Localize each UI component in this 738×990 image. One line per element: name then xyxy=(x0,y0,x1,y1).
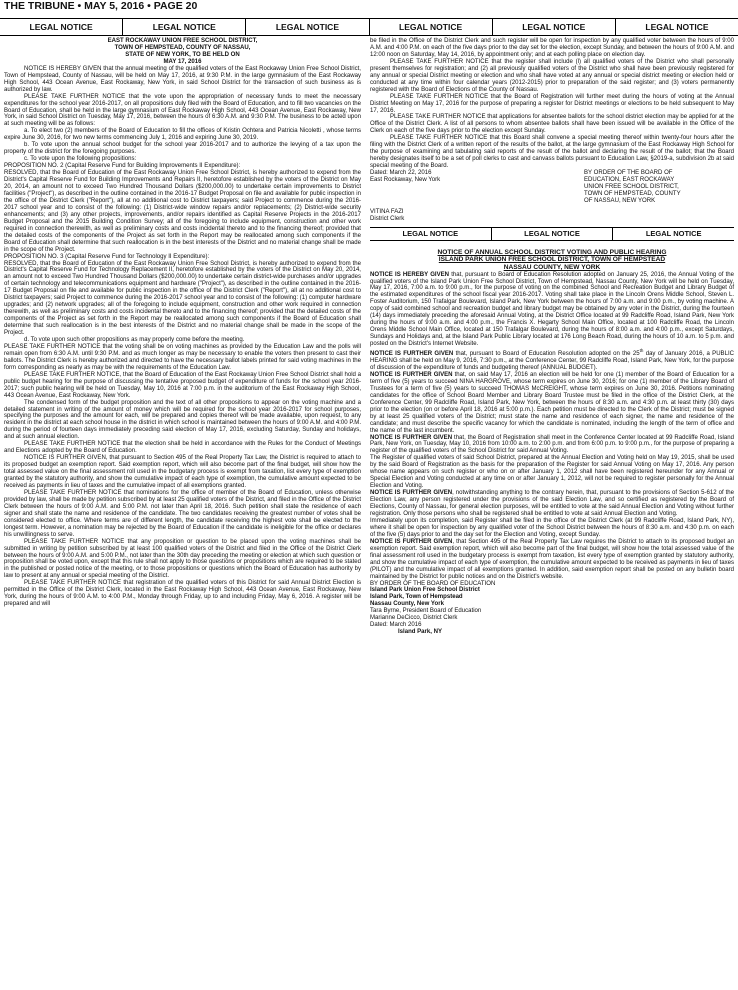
notice-title-line: NOTICE OF ANNUAL SCHOOL DISTRICT VOTING AND PUBLIC HEARING xyxy=(437,248,667,256)
lead-phrase: NOTICE IS FURTHER GIVEN xyxy=(370,371,453,378)
paragraph: NOTICE IS HEREBY GIVEN that the annual meeting of the qualified voters of the East Rockaway Union Free School District, Town of Hempstead, County of Nassau, will be held on May 17, 2016, at 9:30 P.M. in the large gymnasium of the East Rockaway High School, 443 Ocean Avenue, East Rockaway, New York, in said School District for the transaction of such business as is authorized by law. xyxy=(4,65,361,93)
notice-title-line: MAY 17, 2016 xyxy=(163,58,202,65)
lead-phrase: NOTICE IS FURTHER GIVEN xyxy=(370,490,453,497)
place-line: Island Park, NY xyxy=(398,629,443,636)
paragraph-text: , that Section 495 of the Real Property Tax Law requires the District to attach to its proposed budget an exemption report. Said exemption report, which will also become part of the final budget, will show how the total assessed value of the final assessment roll used in the budgetary process is exempt from taxation, list every type of exemption granted by statutory authority, and show the cumulative impact of each type of exemption, the cumulative amount expected to be received as payments in lieu of taxes (PILOT) and the cumulative impact of all exemptions granted. In addition, said exemption report shall be posted on any bulletin board maintained by the District for public notices and on the District's website. xyxy=(370,538,734,580)
clerk-name: VITINA FAZI xyxy=(370,208,404,215)
signature-block xyxy=(370,170,734,205)
list-item: b. To vote upon the annual school budget for the school year 2016-2017 and to authorize the levying of a tax upon the property of the district for the foregoing purposes. xyxy=(4,142,361,156)
paragraph xyxy=(370,272,734,348)
paragraph-text: day of January 2016, a PUBLIC HEARING shall be held on May 9, 2016, 7:30 p.m., at the Conference Center, 99 Radcliffe Road, Island Park, New York, for the purpose of discussion of the expenditure of funds and budgeting thereof (ANNUAL BUDGET). xyxy=(370,351,734,371)
list-item: d. To vote upon such other propositions as may properly come before the meeting. xyxy=(24,336,245,343)
legal-notice-label: LEGAL NOTICE xyxy=(493,19,616,35)
paragraph: be filed in the Office of the District Clerk and such register will be open for inspection by any qualified voter between the hours of 9:00 A.M. and 4:00 P.M. on each of the five days prior to the day set for the election, except Sunday, and between the hours of 9:00 A.M. and 12:00 noon on Saturday, May 14, 2016, by appointment only; and at each polling place on election day. xyxy=(370,38,734,58)
inner-legal-banner xyxy=(370,227,734,241)
legal-notice-label: LEGAL NOTICE xyxy=(0,19,123,35)
left-column xyxy=(4,38,361,608)
paragraph: PLEASE TAKE FURTHER NOTICE that the voting shall be on voting machines as provided by the Education Law and the polls will remain open from 6:30 A.M. until 9:30 P.M. and as much longer as may be necessary to enable the voters then present to cast their ballots. The District Clerk is hereby authorized and directed to have the necessary ballot labels printed for said voting machines in the form corresponding as nearly as may be with the requirements of the Education Law. xyxy=(4,343,361,371)
paragraph: PLEASE TAKE FURTHER NOTICE that the Board of Registration will further meet during the hours of voting at the Annual District Meeting on May 17, 2016 for the purpose of preparing a register for District meetings or elections to be held subsequent to May 17, 2016. xyxy=(370,93,734,114)
paragraph xyxy=(370,539,734,581)
proposition-title: PROPOSITION NO. 3 (Capital Reserve Fund for Technology II Expenditure): xyxy=(4,253,210,260)
legal-notice-label: LEGAL NOTICE xyxy=(370,228,492,240)
notice-title-line: NASSAU COUNTY, NEW YORK xyxy=(503,263,601,271)
dated-block xyxy=(370,170,440,205)
proposition-title: PROPOSITION NO. 2 (Capital Reserve Fund for Building Improvements II Expenditure): xyxy=(4,163,241,170)
paragraph: PLEASE TAKE FURTHER NOTICE that the vote upon the appropriation of necessary funds to meet the necessary expenditures for the school year 2016-2017, on all propositions duly filed with the Board of Education, and to fill two vacancies on the Board of Education, shall be held in the large gymnasium of East Rockaway High School, 443 Ocean Avenue, East Rockaway, New York, in said School District on Tuesday, May 17, 2016, between the hours of 6:30 A.M. and 9:30 P.M. The business to be acted upon at such meeting will be as follows: xyxy=(4,93,361,128)
legal-notice-banner xyxy=(0,18,738,36)
paragraph xyxy=(370,372,734,435)
lead-phrase: NOTICE IS HEREBY GIVEN xyxy=(370,271,450,278)
legal-notice-label: LEGAL NOTICE xyxy=(370,19,493,35)
legal-notice-label: LEGAL NOTICE xyxy=(123,19,246,35)
paragraph-text: , notwithstanding anything to the contrary herein, that, pursuant to the provisions of Section 5-612 of the Election Law, any person registered under the provisions of the said Election Law, and so certified as registered by the Board of Elections, County of Nassau, for general election purposes, will be entitled to vote at the said Annual Election and Voting without further registration. Only those persons who shall be registered shall be entitled to vote at said Annual Election and Voting. xyxy=(370,490,734,517)
order-line: EDUCATION, EAST ROCKAWAY xyxy=(584,177,675,184)
paragraph: NOTICE IS FURTHER GIVEN, that pursuant to Section 495 of the Real Property Tax Law, the District is required to attach to its proposed budget an exemption report. Said exemption report, which will also become part of the final budget, will show how the total assessed value on the final assessment roll used in the budgetary process is exempt from taxation, list every type of exemption granted by the statutory authority, and show the cumulative impact of each type of exemption, the cumulative amount expected to be received as payments in lieu of taxes and the cumulative impact of all exemptions granted. xyxy=(4,455,361,489)
order-block xyxy=(584,170,734,205)
order-line: UNION FREE SCHOOL DISTRICT, xyxy=(584,184,679,191)
notice-title-line: EAST ROCKAWAY UNION FREE SCHOOL DISTRICT, xyxy=(107,38,258,44)
order-line: TOWN OF HEMPSTEAD, COUNTY xyxy=(584,190,681,197)
legal-notice-label: LEGAL NOTICE xyxy=(246,19,369,35)
paragraph: PLEASE TAKE FURTHER NOTICE that the register shall include (l) all qualified voters of the District who shall personally present themselves for registration; and (2) all previously qualified voters of the District who shall have been previously registered for any annual or special District meeting or election and who shall have voted at any annual or special district meeting or election held or conducted at any time within four calendar years (2012-2015) prior to preparation of the said register; and (3) voters permanently registered with the Board of Elections of the County of Nassau. xyxy=(370,58,734,93)
newspaper-title: THE TRIBUNE • MAY 5, 2016 • PAGE 20 xyxy=(4,0,198,12)
lead-phrase: NOTICE IS FURTHER GIVEN xyxy=(370,351,454,358)
clerk-title: District Clerk xyxy=(370,215,405,222)
dated-line: Dated: March 2016 xyxy=(370,622,422,629)
order-line: BY ORDER OF THE BOARD OF EDUCATION xyxy=(370,580,496,587)
paragraph: RESOLVED, that the Board of Education of the East Rockaway Union Free School District, is hereby authorized to expend from the District's Capital Reserve Fund for Technology Replacement II, heretofore established by the voters of the District on May 20, 2014, an amount not to exceed Two Hundred Thousand Dollars ($200,000.00) to undertake certain district-wide purchases and/or upgrades of certain technology and telecommunications equipment and hardware ("Project"), as described in the outline contained in the 2016-17 Budget Proposal on file and available for public inspection in the office of the District Clerk ("Report"), all at no additional cost to District taxpayers; said Project to commence during the 2016-2017 school year and to consist of the following: (1) computer hardware upgrades; and (2) network upgrades; all of the foregoing to include equipment, construction and other work required in connection therewith, as well as preliminary costs and costs incidental thereto and to the financing thereof; provided that the detailed costs of the components of the Project as set forth in the Report may be reallocated among such components if the Board of Education shall determine that such reallocation is in the best interests of the District and no material change shall be made in the scope of the Project. xyxy=(4,260,361,337)
signer-line: Marianne DeCicco, District Clerk xyxy=(370,615,458,622)
notice-title-line: STATE OF NEW YORK, TO BE HELD ON xyxy=(125,51,240,58)
paragraph xyxy=(370,490,734,518)
paragraph: Immediately upon its completion, said Register shall be filed in the office of the District Clerk (at 99 Radcliffe Road, Island Park, NY), where it shall be open for inspection by any qualified voter of the School District between the hours of 8:30 a.m. and 4:30 p.m. on each of the five (5) days prior to and the day set for the Election and Voting, except Sunday. xyxy=(370,517,734,538)
paragraph-text: that, on said May 17, 2016 an election will be held for one (1) member of the Board of Education for a term of five (5) years to succeed NINA HARGROVE, whose term expires on June 30, 2016; for one (1) member of the Library Board of Trustees for a term of five (5) years to succeed THOMAS McCREIGHT, whose term expires on June 30, 2016. Petitions nominating candidates for the office of School Board Member and Library Board Trustee must be filed in the office of the District Clerk, at the Conference Center, 99 Radcliffe Road, Island Park, New York, between the hours of 8:30 a.m. and 4:30 p.m. at least thirty (30) days prior to the election (on or before April 18, 2016 at 5:00 p.m.). Each petition must be directed to the Clerk of the District; must be signed by at least 25 qualified voters of the District; must state the name and residence of each signer, the name and residence of the candidate; and must describe the specific vacancy for which the candidate is nominated, including the length of the term of office and the name of the last incumbent. xyxy=(370,371,734,434)
notice-title-line: TOWN OF HEMPSTEAD, COUNTY OF NASSAU, xyxy=(114,44,251,51)
ordinal-suffix: th xyxy=(639,348,644,354)
legal-notice-label: LEGAL NOTICE xyxy=(645,22,709,32)
paragraph xyxy=(370,435,734,456)
paragraph: The condensed form of the budget proposition and the text of all other propositions to appear on the voting machine and a detailed statement in writing of the amount of money which will be required for the school year 2016-2017 for school purposes, specifying the purposes and the amount for each, will be prepared and copies thereof will be made available, upon request, to any resident in the district at each school house in the district in which school is maintained between the hours of 9:00 A.M. and 4:00 P.M. during the period of fourteen days immediately preceding said election of May 17, 2016, excluding Saturday, Sunday and holidays, and at such annual election. xyxy=(4,399,361,441)
legal-notice-label: LEGAL NOTICE xyxy=(645,228,702,238)
lead-phrase: NOTICE IS FURTHER GIVEN xyxy=(370,434,453,441)
paragraph-text: that, pursuant to Board of Education Resolution adopted on January 25, 2016, the Annual Voting of the qualified voters of the Island Park Union Free School District, Town of Hempstead, Nassau County, New York will be held on Tuesday, May 17, 2016, 7:00 a.m. to 9:00 p.m., for the purpose of voting on the combined School and Recreation Budget and Library Budget of the estimated expenditures of the school fiscal year 2016-2017. Voting shall take place in the Lincoln Orens Middle School, Steven L. Foster Auditorium, 150 Trafalgar Boulevard, Island Park, New York between the hours of 7:00 a.m. and 9:00 p.m., by voting machine. A copy of said combined school and recreation budget and library budget may be obtained by any voter in the District, during the fourteen (14) days immediately preceding the aforesaid Annual Voting, at the District Office located at 99 Radcliffe Road, Island Park, New York during the hours of 9:00 a.m. and 4:00 p.m., the Francis X. Hegarty School Main Office, located at 100 Radcliffe Road, the Lincoln Orens Middle School Main Office, located at 150 Trafalgar Boulevard, during the hours of 8:00 a.m. and 4:00 p.m., except Saturdays, Sundays and Holidays and, at the Island Park Public Library located at 176 Long Beach Road, during the hours of 10 a.m. to 5 p.m. and posted on the District's Internet Website. xyxy=(370,271,734,348)
order-line: BY ORDER OF THE BOARD OF xyxy=(584,170,673,177)
page-header xyxy=(0,0,738,13)
list-item: a. To elect two (2) members of the Board of Education to fill the offices of Kristin Ochtera and Patricia Nicoletti , whose terms expire June 30, 2016, for two new terms commencing July 1, 2016 and expiring June 30, 2019. xyxy=(4,128,361,142)
paragraph: PLEASE TAKE FURTHER NOTICE that the election shall be held in accordance with the Rules for the Conduct of Meetings and Elections adopted by the Board of Education. xyxy=(4,441,361,455)
organization-line: Island Park Union Free School District xyxy=(370,587,480,594)
paragraph: PLEASE TAKE FURTHER NOTICE that registration of the qualified voters of this District for said Annual District Election is permitted in the Office of the District Clerk, located in the East Rockaway High School, 443 Ocean Avenue, East Rockaway, New York, during the hours of 9:00 A.M. to 4:00 P.M., Monday through Friday, up to and including Friday, May 6, 2016. A register will be prepared and will xyxy=(4,580,361,608)
right-column xyxy=(370,38,734,636)
paragraph-text: that, the Board of Registration shall meet in the Conference Center located at 99 Radcliffe Road, Island Park, New York, on Tuesday, May 10, 2016 from 10:00 a.m. to 2:00 p.m. and from 6:00 p.m. to 9:00 p.m., for the purpose of preparing a register of the qualified voters of the School District for said Annual Voting. xyxy=(370,434,734,455)
lead-phrase: NOTICE IS FURTHER GIVEN xyxy=(370,538,453,545)
paragraph: PLEASE TAKE FURTHER NOTICE that nominations for the office of member of the Board of Education, unless otherwise provided by law, shall be made by petition subscribed by at least 25 qualified voters of the District, and filed in the Office of the District Clerk between the hours of 9:00 A.M. and 5:00 P.M. not later than April 18, 2016. Such petition shall state the residence of each signer and shall state the name and residence of the candidate. The two candidates receiving the greatest number of votes shall be considered elected to office. Where terms are of different length, the candidate receiving the highest vote shall be elected to the longest term. However, a nomination may be rejected by the Board of Education if the candidate is ineligible for the office or declares his unwillingness to serve. xyxy=(4,489,361,538)
dated-line: Dated: March 22, 2016 xyxy=(370,170,432,177)
organization-line: Island Park, Town of Hempstead xyxy=(370,594,463,601)
organization-line: Nassau County, New York xyxy=(370,601,444,608)
paragraph: PLEASE TAKE FURTHER NOTICE that this Board shall convene a special meeting thereof within twenty-four hours after the filing with the District Clerk of a written report of the results of the ballot, at the large gymnasium of the East Rockaway High School for the purpose of examining and tabulating said reports of the result of the ballot and declaring the result of the ballot; that the Board hereby designates itself to be a set of poll clerks to cast and canvass ballots pursuant to Education Law, §2019-a, subdivision 2b at said special meeting of the Board. xyxy=(370,135,734,170)
paragraph: PLEASE TAKE FURTHER NOTICE that any proposition or question to be placed upon the voting machines shall be submitted in writing by petition subscribed by at least 100 qualified voters of the District and filed in the Office of the District Clerk between the hours of 9:00 A.M. and 5:00 P.M., not later than the 30th day preceding the meeting or election at which such question or proposition shall be voted upon, except that this rule shall not apply to those questions or propositions which are required to be stated in the published or posted notice of the meeting, or to those propositions or questions which the Board of Education has authority by law to present at any annual or special meeting of the District. xyxy=(4,538,361,580)
paragraph: PLEASE TAKE FURTHER NOTICE that applications for absentee ballots for the school district election may be applied for at the Office of the District Clerk. A list of all persons to whom absentee ballots shall have been issued will be available in the Office of the Clerk on each of the five days prior to the election except Sunday. xyxy=(370,114,734,135)
signer-line: Tara Byrne, President Board of Education xyxy=(370,608,482,615)
paragraph: PLEASE TAKE FURTHER NOTICE, that the Board of Education of the East Rockaway Union Free School District shall hold a public budget hearing for the purpose of discussing the tentative proposed budget of expenditure of funds for the school year 2016-2017; such public hearing will be held on Tuesday, May 10, 2016 at 7:00 p.m. in the auditorium of the East Rockaway High School, 443 Ocean Avenue, East Rockaway, New York. xyxy=(4,371,361,399)
place-line: East Rockaway, New York xyxy=(370,177,441,184)
paragraph: RESOLVED, that the Board of Education of the East Rockaway Union Free School District, is hereby authorized to expend from the District's Capital Reserve Fund for Building Improvements and Repairs II, heretofore established by the voters of the District on May 20, 2014, an amount not to exceed Two Hundred Thousand Dollars ($200,000.00) to undertake certain improvements to District facilities ("Project"), as described in the outline contained in the 2016-17 Budget Proposal on file and available for public inspection in the office of the District Clerk ("Report"), all at no additional cost to District taxpayers; said Project to commence during the 2016-2017 school year and to consist of the following: (1) District-wide window repairs and/or replacements; (2) District-wide security enhancements; and (3) any other projects, improvements, and/or repairs identified as Capital Reserve Projects in the 2016-2017 Budget Proposal and the 2015 Building Condition Survey; all of the foregoing to include equipment, construction and other work required in connection therewith, as well as preliminary costs and costs incidental thereto and to the financing thereof; provided that the detailed costs of the components of the Project as set forth in the Report may be reallocated among such components if the Board of Education shall determine that such reallocation is in the best interests of the District and no material change shall be made in the scope of the Project. xyxy=(4,170,361,253)
notice-title-line: ISLAND PARK UNION FREE SCHOOL DISTRICT, TOWN OF HEMPSTEAD xyxy=(438,256,666,264)
paragraph xyxy=(370,348,734,372)
paragraph: The Register of qualified voters of said School District, prepared at the Annual Election and Voting held on May 19, 2015, shall be used by the said Board of Registration as the basis for the preparation of the Register for said Annual Voting on May 17, 2016. Any person whose name appears on such register or who on or after January 1, 2012 shall have been registered hereunder for any Annual or Special Election and Voting conducted at any time on or after January 1, 2012, will not be required to register personally for the Annual Election and Voting. xyxy=(370,455,734,490)
legal-notice-label: LEGAL NOTICE xyxy=(492,228,614,240)
list-item: c. To vote upon the following propositions: xyxy=(24,156,137,163)
order-line: OF NASSAU, NEW YORK xyxy=(584,197,656,204)
paragraph-text: that, pursuant to Board of Education Resolution adopted on the 25 xyxy=(453,351,640,358)
